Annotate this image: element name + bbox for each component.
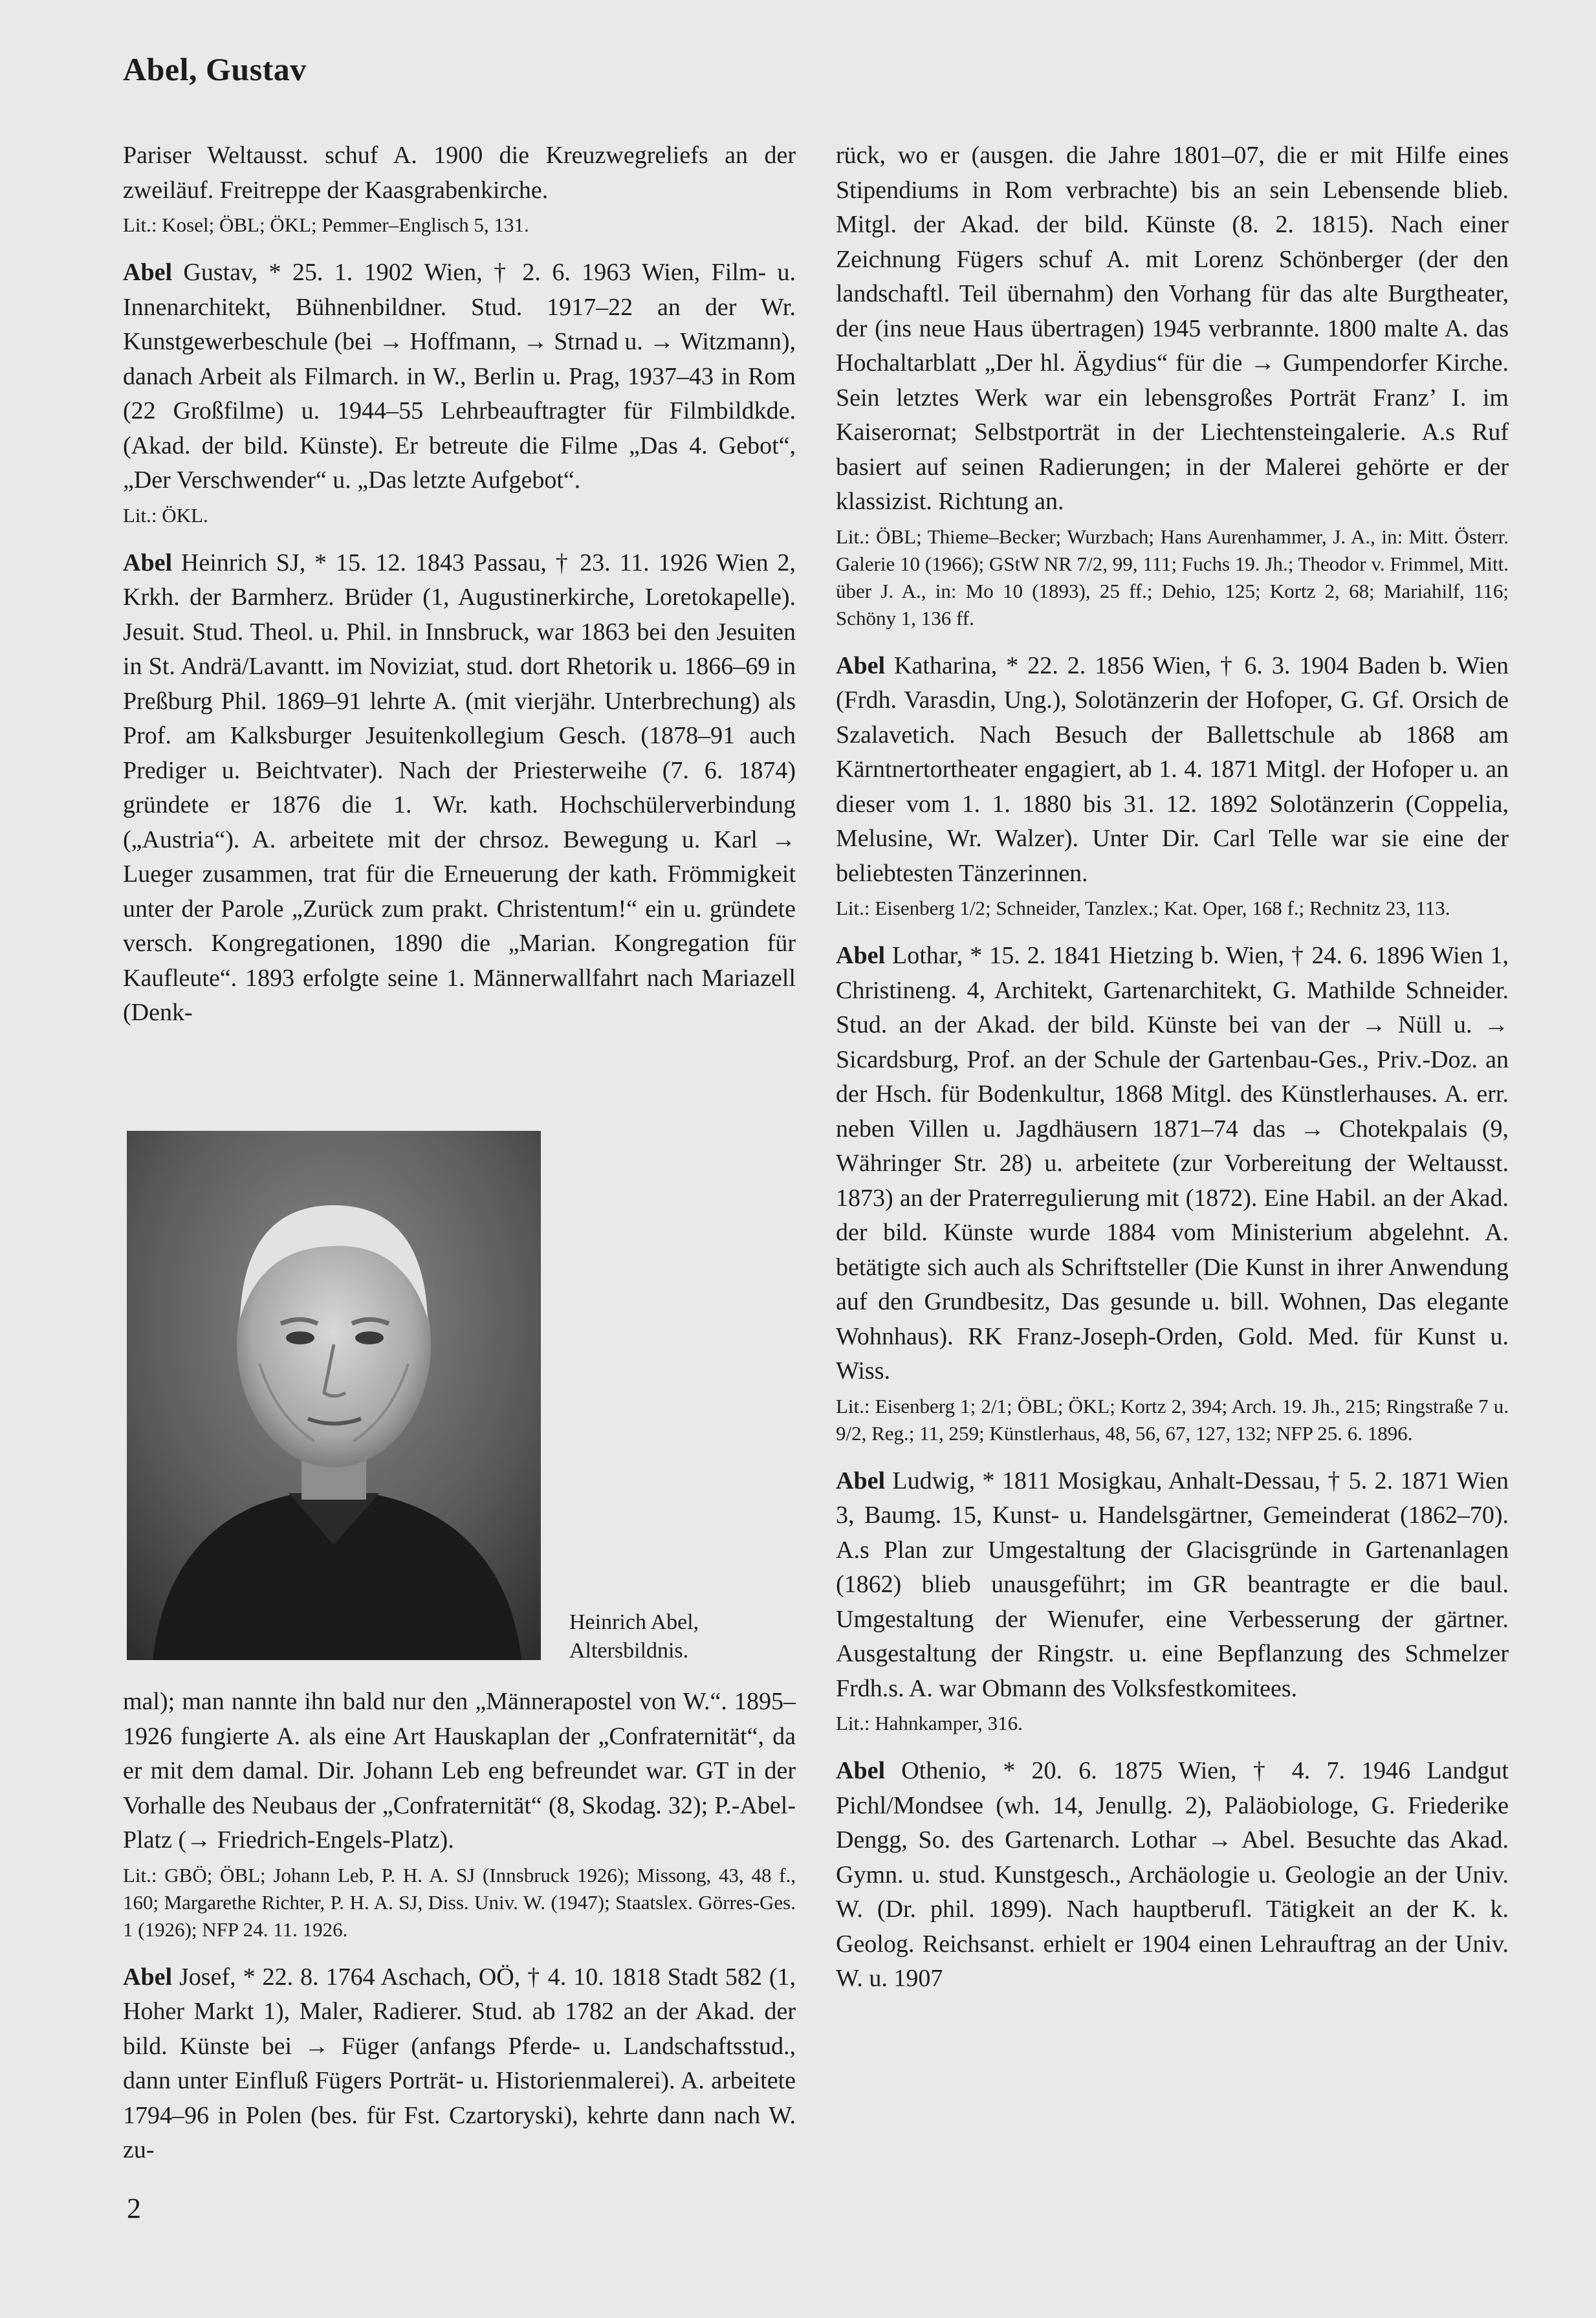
entry-abel-othenio — [836, 1754, 1509, 1996]
right-column — [836, 138, 1509, 1996]
caption-line: Altersbildnis. — [569, 1639, 689, 1663]
entry-lead: Abel — [836, 1757, 885, 1784]
entry-continuation: Pariser Weltausst. schuf A. 1900 die Kreuzwegreliefs an der zweiläuf. Freitreppe der Kaasgrabenkirche. — [123, 142, 796, 204]
entry-lead: Abel — [123, 259, 172, 286]
page-header: Abel, Gustav — [123, 51, 307, 87]
literature: Lit.: Eisenberg 1; 2/1; ÖBL; ÖKL; Kortz 2, 394; Arch. 19. Jh., 215; Ringstraße 7 u. 9/2, Reg.; 11, 259; Künstlerhaus, 48, 56, 67, 127, 132; NFP 25. 6. 1896. — [836, 1394, 1509, 1445]
entry-lead: Abel — [123, 549, 172, 576]
entry-text: Katharina, * 22. 2. 1856 Wien, † 6. 3. 1904 Baden b. Wien (Frdh. Varasdin, Ung.), Solotänzerin der Hofoper, G. Gf. Orsich de Szalavetich. Nach Besuch der Ballettschule ab 1868 am Kärntnertortheater engagiert, ab 1. 4. 1871 Mitgl. der Hofoper u. an dieser vom 1. 1. 1880 bis 31. 12. 1892 Solotänzerin (Coppelia, Melusine, Wr. Walzer). Unter Dir. Carl Telle war sie eine der beliebtesten Tänzerinnen. — [836, 651, 1509, 887]
entry-text: Josef, * 22. 8. 1764 Aschach, OÖ, † 4. 10. 1818 Stadt 582 (1, Hoher Markt 1), Maler, Radierer. Stud. ab 1782 an der Akad. der bild. Künste bei → Füger (anfangs Pferde- u. Landschaftsstud., dann unter Einfluß Fügers Porträt- u. Historienmalerei). A. arbeitete 1794–96 in Polen (bes. für Fst. Czartoryski), kehrte dann nach W. zu- — [123, 1963, 796, 2163]
entry-text: Lothar, * 15. 2. 1841 Hietzing b. Wien, † 24. 6. 1896 Wien 1, Christineng. 4, Architekt, Gartenarchitekt, G. Mathilde Schneider. Stud. an der Akad. der bild. Künste bei van der → Nüll u. → Sicardsburg, Prof. an der Schule der Gartenbau-Ges., Priv.-Doz. an der Hsch. für Bodenkultur, 1868 Mitgl. des Künstlerhauses. A. err. neben Villen u. Jagdhäusern 1871–74 das → Chotekpalais (9, Währinger Str. 28) u. arbeitete (zur Vorbereitung der Weltausst. 1873) an der Praterregulierung mit (1872). Eine Habil. an der Akad. der bild. Künste wurde 1884 vom Ministerium abgelehnt. A. betätigte sich auch als Schriftsteller (Die Kunst in ihrer Anwendung auf den Grundbesitz, Das gesunde u. bill. Wohnen, Das elegante Wohnhaus). RK Franz-Joseph-Orden, Gold. Med. für Kunst u. Wiss. — [836, 942, 1509, 1384]
entry-lead: Abel — [836, 942, 885, 969]
entry-text: Ludwig, * 1811 Mosigkau, Anhalt-Dessau, † 5. 2. 1871 Wien 3, Baumg. 15, Kunst- u. Handelsgärtner, Gemeinderat (1862–70). A.s Plan zur Umgestaltung der Glacisgründe in Gartenanlagen (1862) blieb unausgeführt; im GR beantragte er die baul. Umgestaltung der Wienufer, eine Verbesserung der gärtner. Ausgestaltung der Ringstr. u. eine Bepflanzung des Schmelzer Frdh.s. A. war Obmann des Volksfestkomitees. — [836, 1467, 1509, 1702]
literature: Lit.: Kosel; ÖBL; ÖKL; Pemmer–Englisch 5, 131. — [123, 213, 529, 236]
entry-continuation: rück, wo er (ausgen. die Jahre 1801–07, die er mit Hilfe eines Stipendiums in Rom verbrachte) bis an sein Lebensende blieb. Mitgl. der Akad. der bild. Künste (8. 2. 1815). Nach einer Zeichnung Fügers schuf A. mit Lorenz Schönberger (der den landschaftl. Teil übernahm) den Vorhang für das alte Burgtheater, der (ins neue Haus übertragen) 1945 verbrannte. 1800 malte A. das Hochaltarblatt „Der hl. Ägydius“ für die → Gumpendorfer Kirche. Sein letztes Werk war ein lebensgroßes Porträt Franz’ I. im Kaiserornat; Selbstporträt in der Liechtensteingalerie. A.s Ruf basiert auf seinen Radierungen; in der Malerei gehörte er der klassizist. Richtung an. — [836, 142, 1509, 515]
entry-text: Othenio, * 20. 6. 1875 Wien, † 4. 7. 1946 Landgut Pichl/Mondsee (wh. 14, Jenullg. 2), Paläobiologe, G. Friederike Dengg, So. des Gartenarch. Lothar → Abel. Besuchte das Akad. Gymn. u. stud. Kunstgesch., Archäologie u. Geologie an der Univ. W. (Dr. phil. 1899). Nach hauptberufl. Tätigkeit an der K. k. Geolog. Reichsanst. erhielt er 1904 einen Lehrauftrag an der Univ. W. u. 1907 — [836, 1757, 1509, 1992]
entry-abel-gustav — [123, 256, 796, 498]
entry-abel-josef — [123, 1960, 796, 2168]
entry-lead: Abel — [836, 651, 885, 679]
entry-text: Heinrich SJ, * 15. 12. 1843 Passau, † 23. 11. 1926 Wien 2, Krkh. der Barmherz. Brüder (1, Augustinerkirche, Loretokapelle). Jesuit. Stud. Theol. u. Phil. in Innsbruck, war 1863 bei den Jesuiten in St. Andrä/Lavantt. im Noviziat, stud. dort Rhetorik u. 1866–69 in Preßburg Phil. 1869–91 lehrte A. (mit vierjähr. Unterbrechung) als Prof. am Kalksburger Jesuitenkollegium Gesch. (1878–91 auch Prediger u. Beichtvater). Nach der Priesterweihe (7. 6. 1874) gründete er 1876 die 1. Wr. kath. Hochschülerverbindung („Austria“). A. arbeitete mit der chrsoz. Bewegung u. Karl → Lueger zusammen, trat für die Erneuerung der kath. Frömmigkeit unter der Parole „Zurück zum prakt. Christentum!“ ein u. gründete versch. Kongregationen, 1890 die „Marian. Kongregation für Kaufleute“. 1893 erfolgte seine 1. Männerwallfahrt nach Mariazell (Denk- — [123, 549, 796, 1026]
entry-text: Gustav, * 25. 1. 1902 Wien, † 2. 6. 1963 Wien, Film- u. Innenarchitekt, Bühnenbildner. Stud. 1917–22 an der Wr. Kunstgewerbeschule (bei → Hoffmann, → Strnad u. → Witzmann), danach Arbeit als Filmarch. in W., Berlin u. Prag, 1937–43 in Rom (22 Großfilme) u. 1944–55 Lehrbeauftragter für Filmbildkde. (Akad. der bild. Künste). Er betreute die Filme „Das 4. Gebot“, „Der Verschwender“ u. „Das letzte Aufgebot“. — [123, 259, 796, 494]
literature: Lit.: Hahnkamper, 316. — [836, 1712, 1023, 1734]
page-number: 2 — [127, 2192, 141, 2224]
literature: Lit.: GBÖ; ÖBL; Johann Leb, P. H. A. SJ (Innsbruck 1926); Missong, 43, 48 f., 160; Margarethe Richter, P. H. A. SJ, Diss. Univ. W. (1947); Staatslex. Görres-Ges. 1 (1926); NFP 24. 11. 1926. — [123, 1863, 796, 1941]
literature: Lit.: ÖBL; Thieme–Becker; Wurzbach; Hans Aurenhammer, J. A., in: Mitt. Österr. Galerie 10 (1966); GStW NR 7/2, 99, 111; Fuchs 19. Jh.; Theodor v. Frimmel, Mitt. über J. A., in: Mo 10 (1893), 25 ff.; Dehio, 125; Kortz 2, 68; Mariahilf, 116; Schöny 1, 136 ff. — [836, 525, 1509, 629]
portrait-photo — [127, 1131, 541, 1660]
entry-abel-katharina — [836, 649, 1509, 891]
left-column-lower — [123, 1685, 796, 2168]
caption-line: Heinrich Abel, — [569, 1610, 699, 1634]
entry-continuation: mal); man nannte ihn bald nur den „Männerapostel von W.“. 1895–1926 fungierte A. als eine Art Hauskaplan der „Confraternität“, da er mit dem damal. Dir. Johann Leb eng befreundet war. GT in der Vorhalle des Neubaus der „Confraternität“ (8, Skodag. 32); P.-Abel-Platz (→ Friedrich-Engels-Platz). — [123, 1688, 796, 1853]
entry-abel-lothar — [836, 939, 1509, 1389]
entry-abel-ludwig — [836, 1464, 1509, 1707]
entry-lead: Abel — [836, 1467, 885, 1494]
entry-lead: Abel — [123, 1963, 172, 1991]
literature: Lit.: Eisenberg 1/2; Schneider, Tanzlex.; Kat. Oper, 168 f.; Rechnitz 23, 113. — [836, 897, 1450, 919]
portrait-illustration — [127, 1131, 541, 1660]
photo-caption — [569, 1608, 699, 1665]
literature: Lit.: ÖKL. — [123, 503, 208, 527]
left-column — [123, 138, 796, 1031]
entry-abel-heinrich — [123, 546, 796, 1031]
